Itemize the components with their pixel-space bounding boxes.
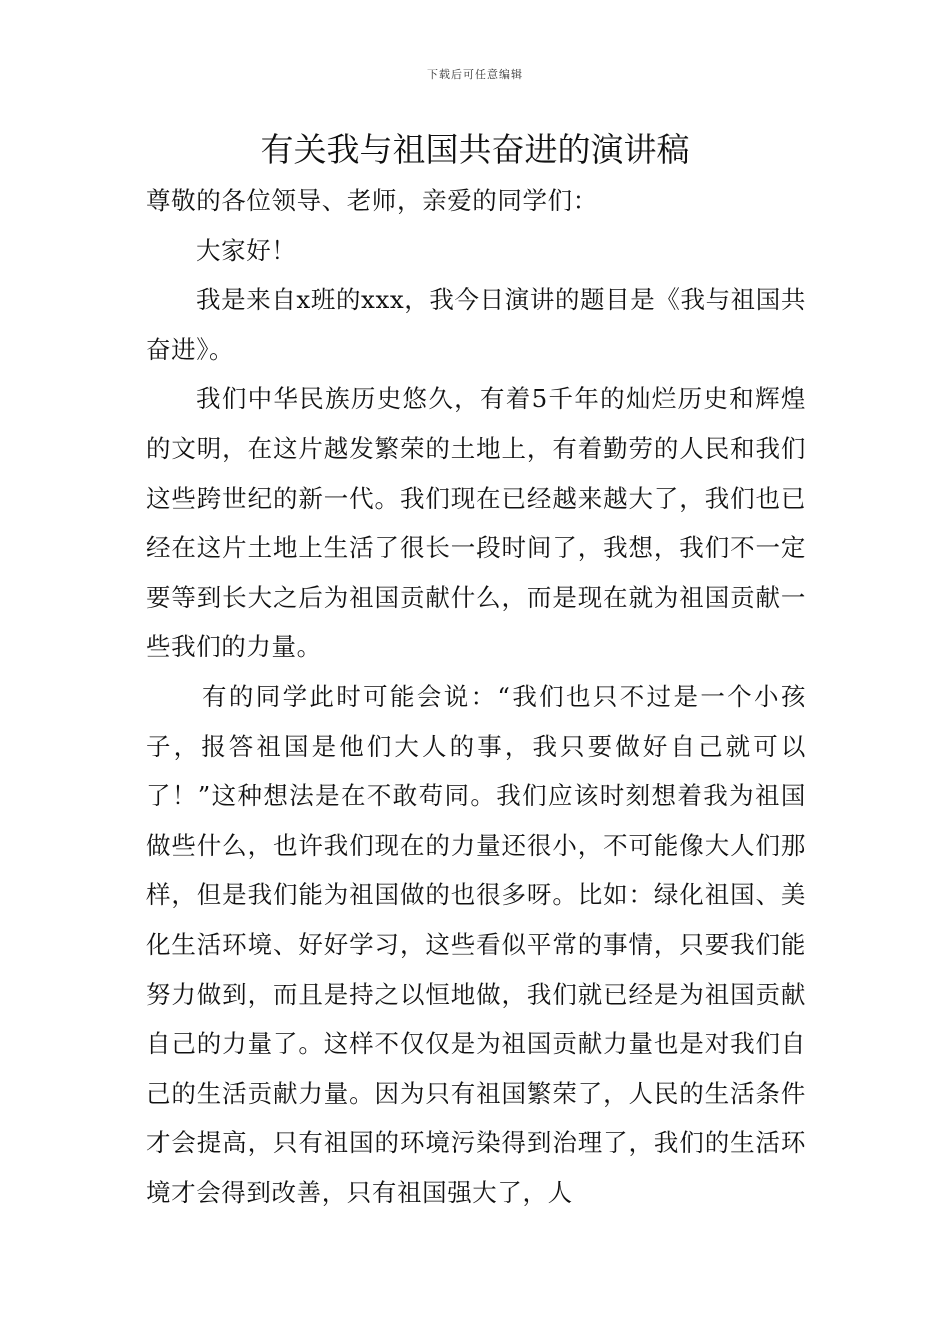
paragraph-history: 我们中华民族历史悠久，有着5千年的灿烂历史和辉煌的文明，在这片越发繁荣的土地上，有着勤劳的人民和我们这些跨世纪的新一代。我们现在已经越来越大了，我们也已经在这片土地上生活了很长一段时间了，我想，我们不一定要等到长大之后为祖国贡献什么，而是现在就为祖国贡献一些我们的力量。 — [146, 384, 806, 662]
document-body — [146, 176, 806, 1217]
document-title: 有关我与祖国共奋进的演讲稿 — [260, 130, 690, 169]
header-note: 下载后可任意编辑 — [427, 68, 523, 81]
paragraph-contribution: 有的同学此时可能会说：“我们也只不过是一个小孩子，报答祖国是他们大人的事，我只要做好自己就可以了！”这种想法是在不敢苟同。我们应该时刻想着我为祖国做些什么，也许我们现在的力量还很小，不可能像大人们那样，但是我们能为祖国做的也很多呀。比如：绿化祖国、美化生活环境、好好学习，这些看似平常的事情，只要我们能努力做到，而且是持之以恒地做，我们就已经是为祖国贡献自己的力量了。这样不仅仅是为祖国贡献力量也是对我们自己的生活贡献力量。因为只有祖国繁荣了，人民的生活条件才会提高，只有祖国的环境污染得到治理了，我们的生活环境才会得到改善，只有祖国强大了，人 — [146, 681, 806, 1207]
paragraph-intro: 我是来自x班的xxx，我今日演讲的题目是《我与祖国共奋进》。 — [146, 285, 806, 364]
salutation: 尊敬的各位领导、老师，亲爱的同学们： — [146, 186, 598, 215]
greeting: 大家好！ — [196, 235, 297, 265]
